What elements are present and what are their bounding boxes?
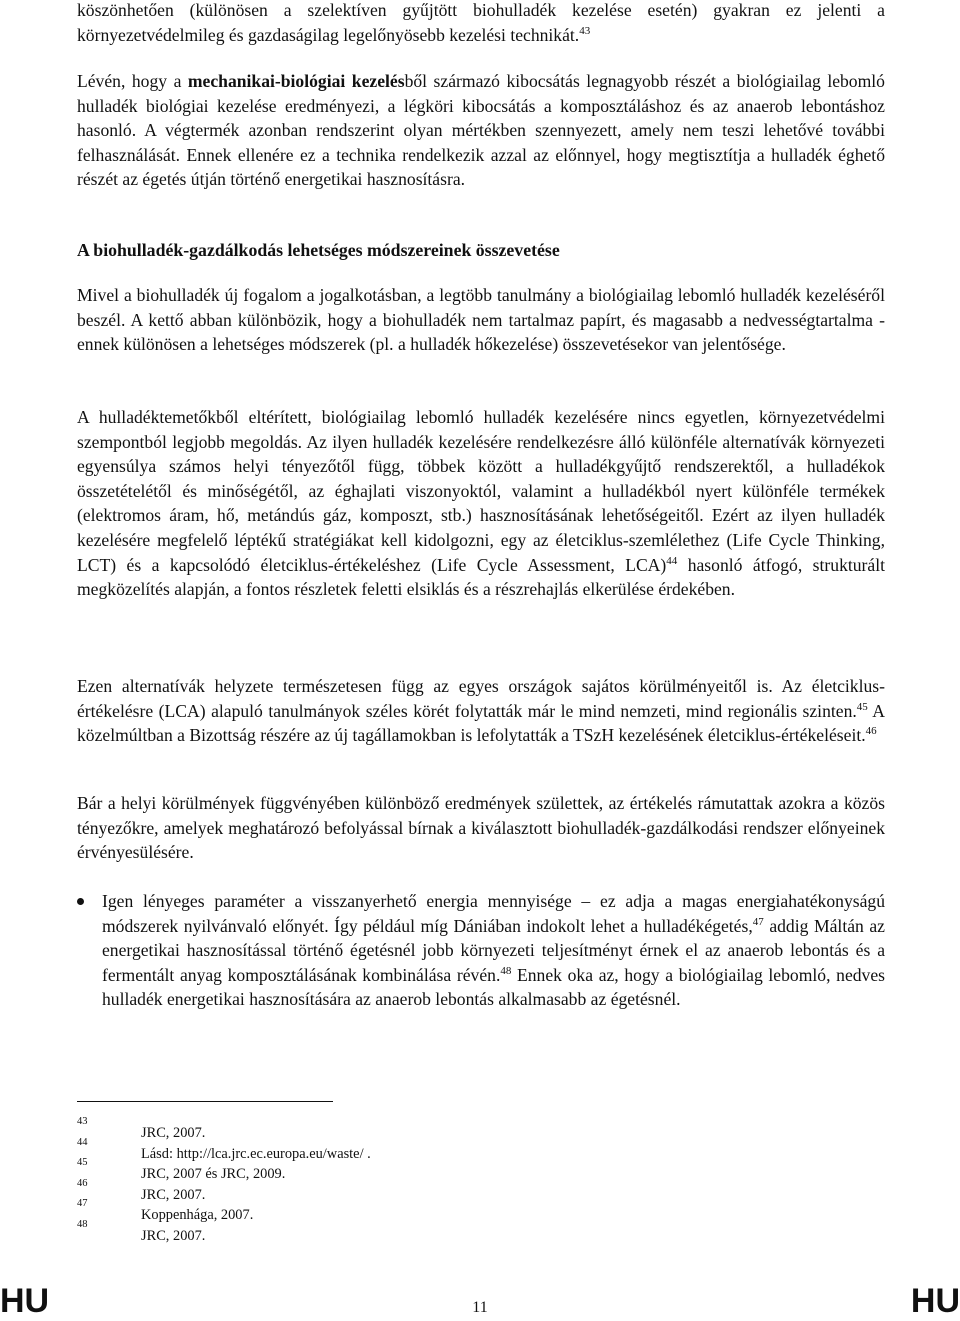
section-heading: A biohulladék-gazdálkodás lehetséges módszereinek összevetése [77,240,560,260]
paragraph-2-post: ből származó kibocsátás legnagyobb részét a biológiailag lebomló hulladék biológiai kezelése eredményezi, a légköri kibocsátás a komposztáláshoz és az anaerob lebontáshoz hasonló. A végtermék azonban rendszerint olyan mértékben szennyezett, amely nem teszi lehetővé további felhasználását. Ennek ellenére ez a technika rendelkezik azzal az előnnyel, hogy megtisztítja a hulladék éghető részét az égetés útján történő energetikai hasznosításra. [77,71,885,190]
footnote-43 [77,1116,677,1144]
footnote-link-text[interactable]: Lásd: http://lca.jrc.ec.europa.eu/waste/ . [141,1145,371,1162]
footnote-number: 44 [77,1136,88,1148]
bullet-part-2: addig Máltán az energetikai hasznosítással történő égetésnél jobb környezeti teljesítményt érnek el az anaerob lebontás és a fermentált anyag komposztálásának kombinálása révén. [102,915,885,985]
footnote-ref-47[interactable]: 47 [752,915,764,928]
paragraph-4 [77,405,885,602]
bullet-dot-icon [77,898,84,905]
paragraph-5-part-2: A közelmúltban a Bizottság részére az új tagállamokban is lefolytatták a TSzH kezelésének életciklus-értékeléseit. [77,700,885,746]
footnote-number: 48 [77,1218,88,1230]
footnote-text: Koppenhága, 2007. [141,1207,254,1224]
footnote-47 [77,1198,677,1226]
footer-language-right: HU [910,1282,960,1320]
paragraph-2-pre: Lévén, hogy a [77,71,188,91]
footnote-46 [77,1177,677,1206]
bullet-part-3: Ennek oka az, hogy a biológiailag lebomló, nedves hulladék energetikai hasznosítására az anaerob lebontás alkalmasabb az égetésnél. [102,964,885,1010]
footnote-divider [77,1101,333,1102]
bullet-item-text [102,889,885,1012]
paragraph-4-part-1: A hulladéktemetőkből eltérített, biológiailag lebomló hulladék kezelésére nincs egyetlen, környezetvédelmi szempontból legjobb megoldás. Az ilyen hulladék kezelésére rendelkezésre álló különféle alternatívák környezeti egyensúlya számos helyi tényezőtől függ, többek között a hulladékgyűjtő rendszerektől, a hulladékok összetételétől és minőségétől, az éghajlati viszonyoktól, valamint a hulladékból nyert különféle termékek (elektromos áram, hő, metándús gáz, komposzt, stb.) hasznosításának lehetőségeitől. Ezért az ilyen hulladék kezelésére megfelelő léptékű stratégiákat kell kidolgozni, egy az életciklus-szemlélethez (Life Cycle Thinking, LCT) és a kapcsolódó életciklus-értékeléshez (Life Cycle Assessment, LCA) [77,407,885,575]
footnote-number: 47 [77,1198,88,1210]
footnote-ref-45[interactable]: 45 [856,700,868,713]
footnote-ref-44[interactable]: 44 [666,554,678,567]
footer-language-left: HU [0,1282,50,1320]
paragraph-1 [77,0,885,47]
page-number: 11 [472,1299,488,1316]
footnote-text: JRC, 2007. [141,1227,206,1244]
footnote-48 [77,1218,677,1247]
footnote-number: 46 [77,1177,88,1189]
footnote-number: 45 [77,1157,88,1169]
bullet-part-1: Igen lényeges paraméter a visszanyerhető energia mennyisége – ez adja a magas energiahatékonyságú módszerek nyilvánvaló előnyét. Így például míg Dániában indokolt lehet a hulladékégetés, [102,891,885,936]
footnote-text: JRC, 2007. [141,1125,206,1141]
footnote-text: JRC, 2007 és JRC, 2009. [141,1166,286,1183]
footnote-ref-43[interactable]: 43 [579,24,591,37]
footnote-number: 43 [77,1116,88,1127]
paragraph-5 [77,674,885,748]
footnote-text: JRC, 2007. [141,1186,206,1203]
paragraph-2-bold-term: mechanikai-biológiai kezelés [187,71,405,91]
footnotes [77,1116,677,1247]
paragraph-4-part-2: hasonló átfogó, strukturált megközelítés alapján, a fontos részletek feletti elsiklás és a részrehajlás elkerülése érdekében. [77,554,885,600]
paragraph-3: Mivel a biohulladék új fogalom a jogalkotásban, a legtöbb tanulmány a biológiailag lebomló hulladék kezeléséről beszél. A kettő abban különbözik, hogy a biohulladék nem tartalmaz papírt, és magasabb a nedvességtartalma - ennek különösen a lehetséges módszerek (pl. a hulladék hőkezelése) összevetésekor van jelentősége. [77,285,885,355]
footnote-ref-46[interactable]: 46 [865,725,877,738]
paragraph-2 [77,69,885,192]
bullet-item [77,889,885,1012]
paragraph-5-part-1: Ezen alternatívák helyzete természetesen függ az egyes országok sajátos körülményeitől is. Az életciklus-értékelésre (LCA) alapuló tanulmányok széles körét folytatták már le mind nemzeti, mind regionális szinten. [77,676,885,721]
footnote-44 [77,1136,677,1165]
footnote-45 [77,1157,677,1185]
bullet-list [77,889,885,1012]
footnote-ref-48[interactable]: 48 [500,964,512,977]
paragraph-6: Bár a helyi körülmények függvényében különböző eredmények születtek, az értékelés rámutattak azokra a közös tényezőkre, amelyek meghatározó befolyással bírnak a kiválasztott biohulladék-gazdálkodási rendszer előnyeinek érvényesülésére. [77,793,885,863]
paragraph-1-text: köszönhetően (különösen a szelektíven gyűjtött biohulladék kezelése esetén) gyakran ez jelenti a környezetvédelmileg és gazdaságilag legelőnyösebb kezelési technikát. [77,0,885,45]
